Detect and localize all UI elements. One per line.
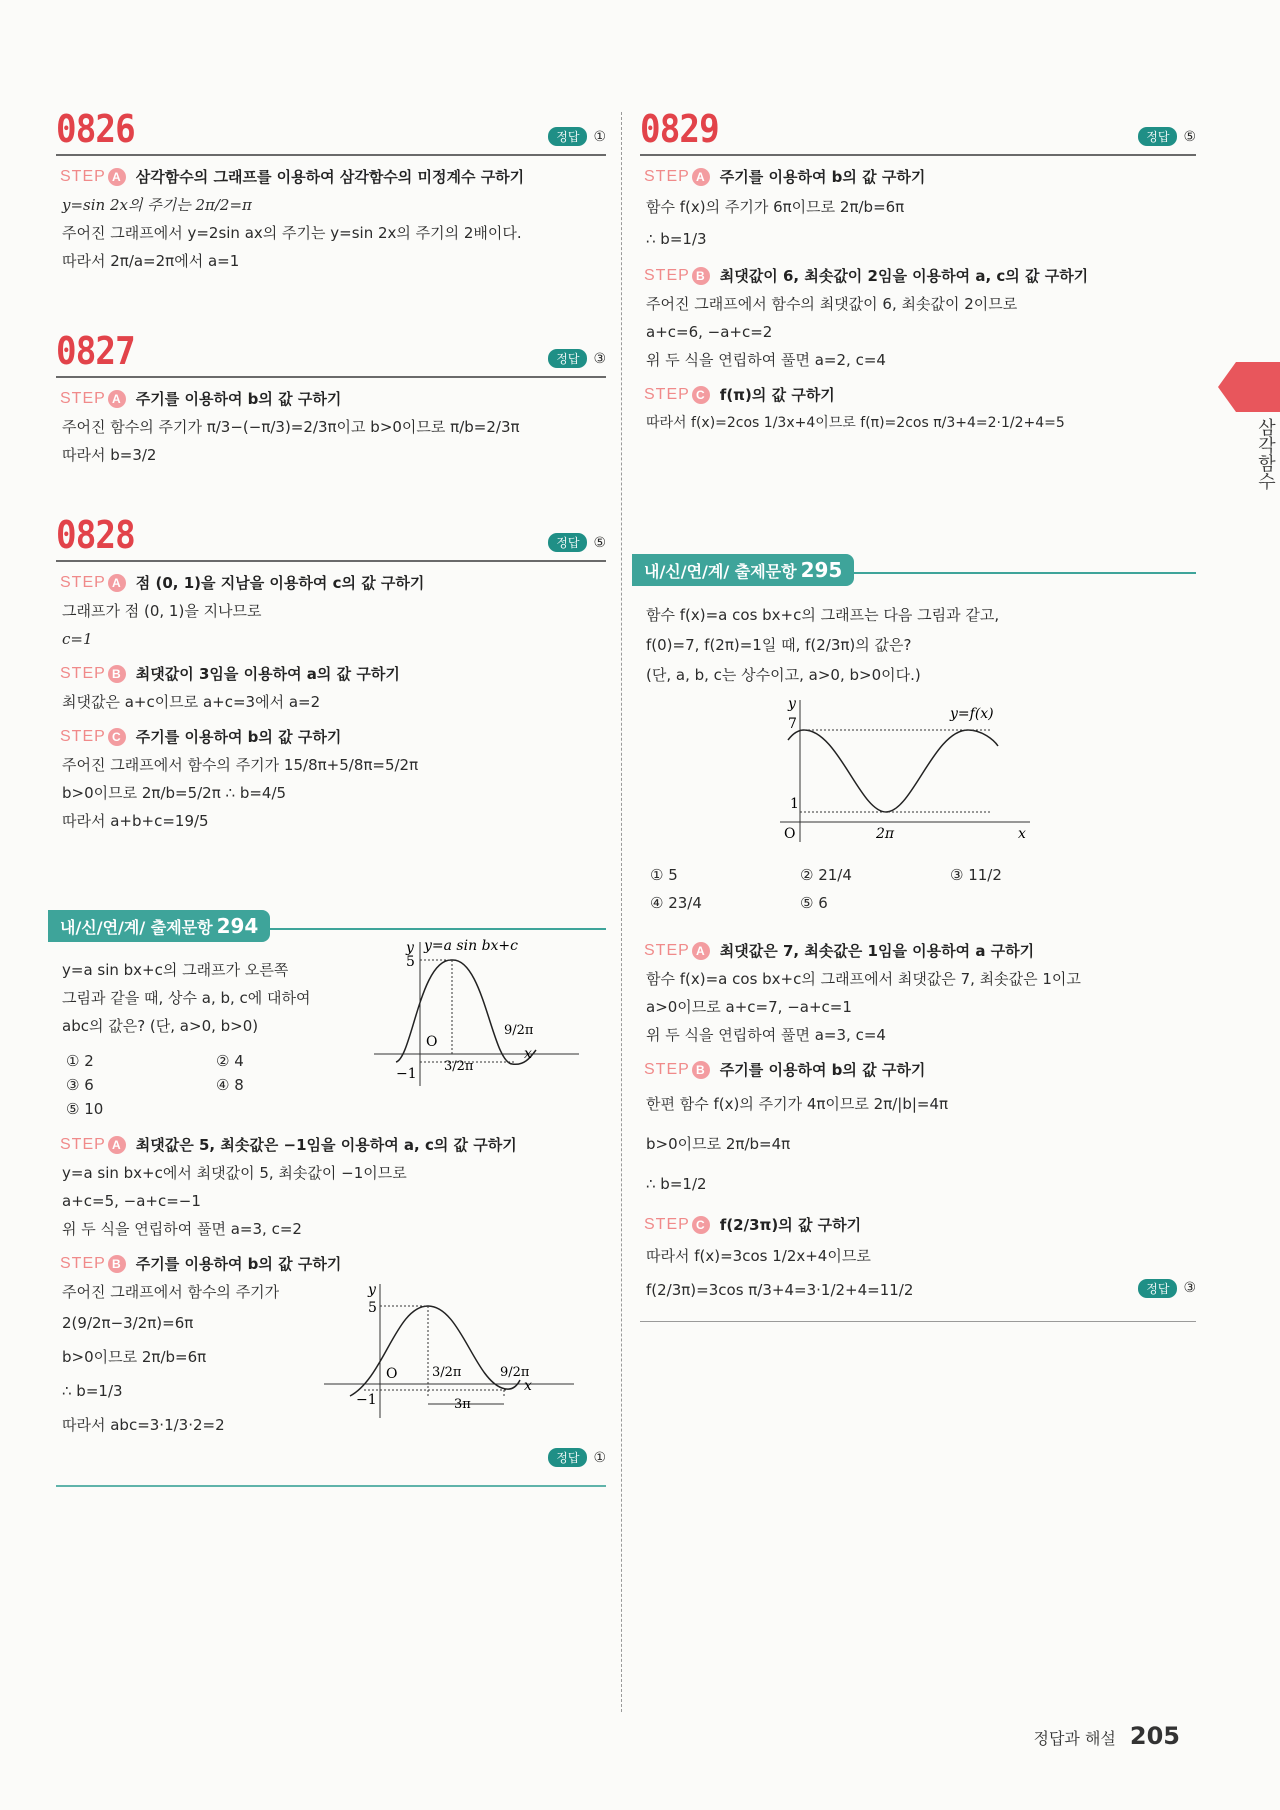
box-tab-number: 294 xyxy=(216,914,259,938)
box-tab-label: 내/신/연/계/ 출제문항 xyxy=(60,918,213,937)
step-b xyxy=(60,1253,606,1274)
answer xyxy=(548,1448,606,1467)
column-divider xyxy=(621,112,622,1712)
solution-line: 주어진 함수의 주기가 π/3−(−π/3)=2/3π이고 b>0이므로 π/b=2/3π xyxy=(62,418,520,436)
problem-header xyxy=(56,108,606,156)
problem-header xyxy=(56,514,606,562)
step-label-text: STEP xyxy=(60,664,106,682)
question-area xyxy=(640,574,1196,912)
question-line: 그림과 같을 때, 상수 a, b, c에 대하여 xyxy=(62,989,311,1007)
solution-line: 따라서 2π/a=2π에서 a=1 xyxy=(62,252,240,270)
solution-line: ∴ b=1/3 xyxy=(62,1382,123,1400)
choice[interactable]: ① 5 xyxy=(650,866,678,884)
step-label xyxy=(60,1136,126,1154)
step-c xyxy=(60,726,606,747)
problem-number: 0829 xyxy=(640,107,719,151)
chapter-tab-label: 삼각함수 xyxy=(1255,418,1276,490)
step-badge: A xyxy=(108,1136,126,1154)
solution-line: 주어진 그래프에서 함수의 주기가 15/8π+5/8π=5/2π xyxy=(62,756,419,774)
y-max-label: 7 xyxy=(788,716,797,732)
answer-value: ⑤ xyxy=(1183,128,1196,145)
sine-graph-294 xyxy=(374,938,584,1088)
related-problem-295 xyxy=(640,558,1196,1322)
step-a xyxy=(60,388,606,409)
cosine-graph-295 xyxy=(760,696,1040,846)
step-badge: C xyxy=(692,386,710,404)
step-title: f(π)의 값 구하기 xyxy=(719,386,835,404)
solution-line: 따라서 f(x)=2cos 1/3x+4이므로 f(π)=2cos π/3+4=2·1/2+4=5 xyxy=(646,415,1065,431)
page-number: 205 xyxy=(1129,1722,1180,1750)
solution-line: ∴ b=1/3 xyxy=(646,230,707,248)
step-title: 최댓값이 3임을 이용하여 a의 값 구하기 xyxy=(135,665,400,683)
step-label xyxy=(644,1061,710,1079)
step-label-text: STEP xyxy=(60,1254,106,1272)
step-label xyxy=(644,942,710,960)
box-tab xyxy=(632,554,854,586)
problem-number: 0826 xyxy=(56,107,135,151)
step-a xyxy=(60,572,606,593)
problem-number: 0828 xyxy=(56,513,135,557)
step-label-text: STEP xyxy=(60,389,106,407)
step-badge: A xyxy=(108,574,126,592)
footer-text: 정답과 해설 xyxy=(1033,1729,1116,1748)
step-title: 주기를 이용하여 b의 값 구하기 xyxy=(135,1255,342,1273)
step-label xyxy=(60,168,126,186)
solution-line: 위 두 식을 연립하여 풀면 a=3, c=4 xyxy=(646,1026,886,1044)
box-tab-number: 295 xyxy=(800,558,843,582)
step-title: 삼각함수의 그래프를 이용하여 삼각함수의 미정계수 구하기 xyxy=(135,168,525,186)
step-label-text: STEP xyxy=(644,1060,690,1078)
question-line: (단, a, b, c는 상수이고, a>0, b>0이다.) xyxy=(646,666,921,684)
problem-0828 xyxy=(56,514,606,904)
solution-line: 주어진 그래프에서 함수의 최댓값이 6, 최솟값이 2이므로 xyxy=(646,295,1018,313)
solution-line: a+c=5, −a+c=−1 xyxy=(62,1192,201,1210)
solution-line: c=1 xyxy=(62,630,93,648)
solution-line: a>0이므로 a+c=7, −a+c=1 xyxy=(646,998,852,1016)
x-axis-label: x xyxy=(524,1046,532,1062)
problem-header xyxy=(640,108,1196,156)
sine-graph-294-solution xyxy=(324,1278,584,1428)
step-a xyxy=(644,940,1196,961)
step-label-text: STEP xyxy=(644,941,690,959)
step-title: 주기를 이용하여 b의 값 구하기 xyxy=(135,390,342,408)
answer xyxy=(548,533,606,552)
chapter-tab[interactable] xyxy=(1236,362,1280,412)
answer-badge: 정답 xyxy=(548,533,587,552)
y-min-label: −1 xyxy=(356,1392,377,1408)
x-tick-label: 2π xyxy=(876,826,895,842)
x-tick-label: 3/2π xyxy=(444,1059,474,1074)
choice[interactable]: ③ 11/2 xyxy=(950,866,1002,884)
answer-badge: 정답 xyxy=(1138,127,1177,146)
answer-badge: 정답 xyxy=(548,1448,587,1467)
step-label xyxy=(60,574,126,592)
y-min-label: −1 xyxy=(396,1066,417,1082)
choice[interactable]: ① 2 xyxy=(66,1052,94,1070)
step-label xyxy=(644,168,710,186)
period-label: 3π xyxy=(454,1397,471,1412)
solution-line: y=sin 2x의 주기는 2π/2=π xyxy=(62,196,252,214)
answer xyxy=(548,349,606,368)
solution-line: 주어진 그래프에서 y=2sin ax의 주기는 y=sin 2x의 주기의 2배이다. xyxy=(62,224,522,242)
choice-list xyxy=(650,866,1196,912)
step-label-text: STEP xyxy=(60,1135,106,1153)
solution-line: 따라서 f(x)=3cos 1/2x+4이므로 xyxy=(646,1247,871,1265)
step-b xyxy=(644,1059,1196,1080)
step-label-text: STEP xyxy=(60,573,106,591)
box-tab-label: 내/신/연/계/ 출제문항 xyxy=(644,562,797,581)
x-tick-label: 9/2π xyxy=(500,1365,530,1380)
step-label xyxy=(60,1255,126,1273)
answer xyxy=(548,127,606,146)
solution-line: f(2/3π)=3cos π/3+4=3·1/2+4=11/2 xyxy=(646,1281,914,1299)
x-axis-label: x xyxy=(1018,826,1026,842)
question-line: f(0)=7, f(2π)=1일 때, f(2/3π)의 값은? xyxy=(646,636,912,654)
solution-line: 그래프가 점 (0, 1)을 지나므로 xyxy=(62,602,262,620)
step-badge: C xyxy=(108,728,126,746)
step-badge: A xyxy=(108,390,126,408)
solution-line: 함수 f(x)=a cos bx+c의 그래프에서 최댓값은 7, 최솟값은 1이고 xyxy=(646,970,1081,988)
step-c xyxy=(644,384,1196,405)
graph-function-label: y=a sin bx+c xyxy=(424,938,518,954)
solution-line: b>0이므로 2π/b=6π xyxy=(62,1348,207,1366)
step-label xyxy=(60,390,126,408)
y-max-label: 5 xyxy=(406,954,415,970)
step-badge: A xyxy=(692,942,710,960)
step-badge: A xyxy=(692,168,710,186)
solution-line: b>0이므로 2π/b=5/2π ∴ b=4/5 xyxy=(62,784,287,802)
question-line: 함수 f(x)=a cos bx+c의 그래프는 다음 그림과 같고, xyxy=(646,606,1000,624)
answer-value: ③ xyxy=(1183,1280,1196,1296)
answer xyxy=(1138,1279,1196,1298)
step-title: 최댓값이 6, 최솟값이 2임을 이용하여 a, c의 값 구하기 xyxy=(719,267,1089,285)
box-end-rule xyxy=(640,1321,1196,1322)
choice[interactable]: ⑤ 6 xyxy=(800,894,828,912)
solution-line: 위 두 식을 연립하여 풀면 a=3, c=2 xyxy=(62,1220,302,1238)
y-axis-label: y xyxy=(406,940,414,956)
step-title: 주기를 이용하여 b의 값 구하기 xyxy=(135,728,342,746)
curve xyxy=(788,730,998,812)
choice[interactable]: ③ 6 xyxy=(66,1076,94,1094)
step-b xyxy=(60,663,606,684)
answer-badge: 정답 xyxy=(548,349,587,368)
step-title: 점 (0, 1)을 지남을 이용하여 c의 값 구하기 xyxy=(135,574,425,592)
step-label-text: STEP xyxy=(60,167,106,185)
solution-line: 주어진 그래프에서 함수의 주기가 xyxy=(62,1283,280,1301)
solution-line: 2(9/2π−3/2π)=6π xyxy=(62,1314,194,1332)
step-badge: B xyxy=(108,665,126,683)
step-b-body xyxy=(56,1278,606,1442)
solution-line: 위 두 식을 연립하여 풀면 a=2, c=4 xyxy=(646,351,886,369)
solution-line: a+c=6, −a+c=2 xyxy=(646,323,773,341)
origin-label: O xyxy=(426,1034,438,1050)
page-footer xyxy=(1034,1722,1180,1750)
choice[interactable]: ② 4 xyxy=(216,1052,244,1070)
box-end-rule xyxy=(56,1485,606,1487)
solution-line: 따라서 a+b+c=19/5 xyxy=(62,812,209,830)
step-label-text: STEP xyxy=(644,385,690,403)
choice[interactable]: ② 21/4 xyxy=(800,866,852,884)
answer-value: ① xyxy=(593,1449,606,1466)
step-label xyxy=(60,665,126,683)
problem-number: 0827 xyxy=(56,329,135,373)
solution-line: y=a sin bx+c에서 최댓값이 5, 최솟값이 −1이므로 xyxy=(62,1164,407,1182)
step-badge: A xyxy=(108,168,126,186)
answer-value: ③ xyxy=(593,350,606,367)
step-title: 주기를 이용하여 b의 값 구하기 xyxy=(719,168,926,186)
curve xyxy=(396,960,536,1064)
step-badge: B xyxy=(692,1061,710,1079)
graph-function-label: y=f(x) xyxy=(950,706,994,722)
step-label xyxy=(644,267,710,285)
step-label-text: STEP xyxy=(644,167,690,185)
solution-line: 함수 f(x)의 주기가 6π이므로 2π/b=6π xyxy=(646,198,905,216)
step-title: 최댓값은 5, 최솟값은 −1임을 이용하여 a, c의 값 구하기 xyxy=(135,1136,517,1154)
step-a xyxy=(60,166,606,187)
related-problem-294 xyxy=(56,914,606,1487)
x-tick-label: 3/2π xyxy=(432,1365,462,1380)
step-label-text: STEP xyxy=(60,727,106,745)
step-b xyxy=(644,265,1196,286)
step-label-text: STEP xyxy=(644,1215,690,1233)
origin-label: O xyxy=(386,1366,398,1382)
solution-line: 따라서 b=3/2 xyxy=(62,446,157,464)
left-column xyxy=(56,108,606,1487)
x-tick-label: 9/2π xyxy=(504,1023,534,1038)
question-area xyxy=(56,930,606,1124)
question-line: abc의 값은? (단, a>0, b>0) xyxy=(62,1017,259,1035)
step-badge: B xyxy=(692,267,710,285)
problem-0829 xyxy=(640,108,1196,548)
y-max-label: 5 xyxy=(368,1300,377,1316)
answer-badge: 정답 xyxy=(548,127,587,146)
step-label xyxy=(60,728,126,746)
question-line: y=a sin bx+c의 그래프가 오른쪽 xyxy=(62,961,289,979)
step-title: 최댓값은 7, 최솟값은 1임을 이용하여 a 구하기 xyxy=(719,942,1035,960)
choice[interactable]: ④ 8 xyxy=(216,1076,244,1094)
step-label-text: STEP xyxy=(644,266,690,284)
choice[interactable]: ⑤ 10 xyxy=(66,1100,104,1118)
problem-0826 xyxy=(56,108,606,330)
curve xyxy=(350,1306,520,1396)
step-badge: B xyxy=(108,1255,126,1273)
step-title: f(2/3π)의 값 구하기 xyxy=(719,1216,862,1234)
y-axis-label: y xyxy=(368,1282,376,1298)
solution-line: ∴ b=1/2 xyxy=(646,1175,707,1193)
choice[interactable]: ④ 23/4 xyxy=(650,894,702,912)
step-c xyxy=(644,1214,1196,1235)
step-label xyxy=(644,386,710,404)
final-line-row xyxy=(640,1273,1196,1307)
answer-value: ⑤ xyxy=(593,534,606,551)
step-a xyxy=(60,1134,606,1155)
y-axis-label: y xyxy=(788,696,796,712)
y-min-label: 1 xyxy=(790,796,799,812)
solution-line: 한편 함수 f(x)의 주기가 4π이므로 2π/|b|=4π xyxy=(646,1095,949,1113)
problem-header xyxy=(56,330,606,378)
solution-line: 따라서 abc=3·1/3·2=2 xyxy=(62,1416,225,1434)
solution-line: 최댓값은 a+c이므로 a+c=3에서 a=2 xyxy=(62,693,321,711)
step-label xyxy=(644,1216,710,1234)
answer-value: ① xyxy=(593,128,606,145)
answer-badge: 정답 xyxy=(1138,1279,1177,1298)
origin-label: O xyxy=(784,826,796,842)
step-a xyxy=(644,166,1196,187)
solution-line: b>0이므로 2π/b=4π xyxy=(646,1135,791,1153)
right-column xyxy=(640,108,1196,1322)
problem-0827 xyxy=(56,330,606,514)
step-badge: C xyxy=(692,1216,710,1234)
x-axis-label: x xyxy=(524,1378,532,1394)
step-title: 주기를 이용하여 b의 값 구하기 xyxy=(719,1061,926,1079)
answer xyxy=(1138,127,1196,146)
